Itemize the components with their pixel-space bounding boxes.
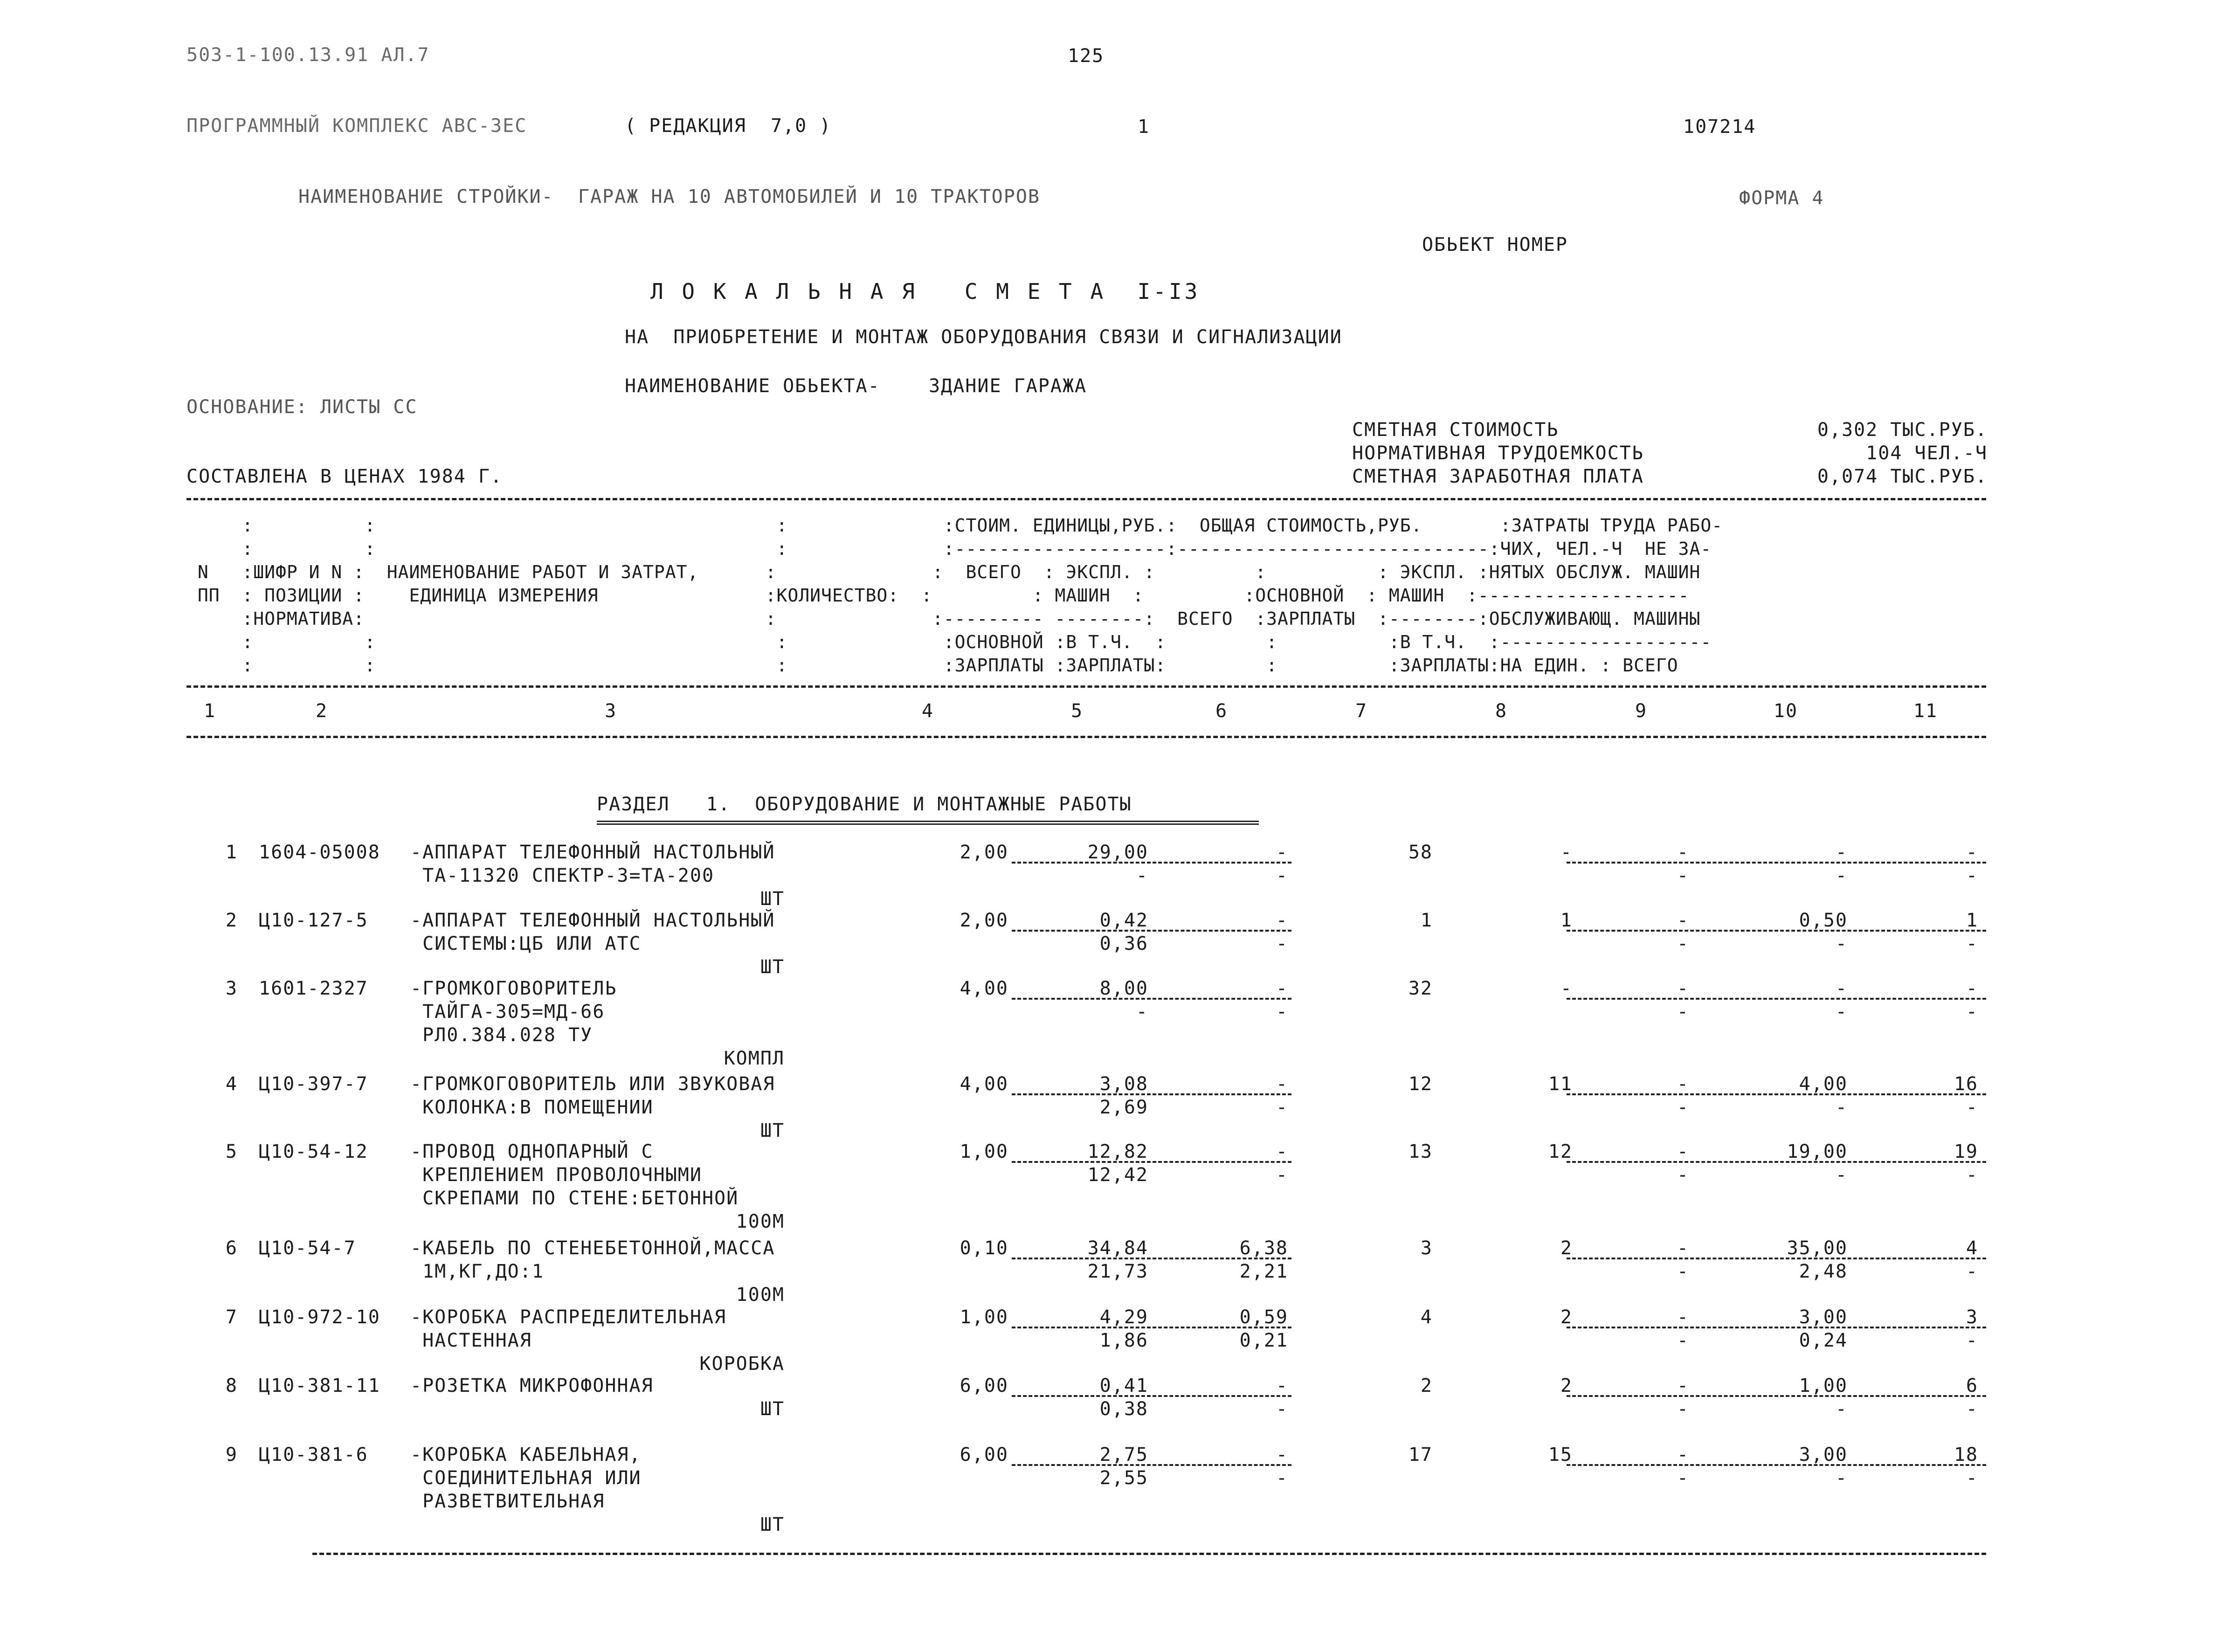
row-quantity: 2,00 [960, 910, 1008, 931]
row-wage: 12 [1548, 1141, 1573, 1162]
row-name-line: РЛ0.384.028 ТУ [410, 1024, 593, 1046]
column-number: 7 [1355, 700, 1368, 722]
row-labor-total-service: - [1966, 865, 1978, 886]
row-price-wage: 0,38 [1099, 1398, 1148, 1420]
summary-label-labor: НОРМАТИВНАЯ ТРУДОЕМКОСТЬ [1352, 442, 1644, 464]
row-price-machine-wage: 2,21 [1239, 1261, 1288, 1282]
row-total: 2 [1420, 1375, 1433, 1396]
row-price-machine-wage: - [1276, 1001, 1288, 1023]
object-name: НАИМЕНОВАНИЕ ОБЬЕКТА- ЗДАНИЕ ГАРАЖА [625, 375, 1087, 397]
row-name-line: СКРЕПАМИ ПО СТЕНЕ:БЕТОННОЙ [410, 1188, 739, 1209]
document-title: Л О К А Л Ь Н А Я С М Е Т А I-I3 [650, 279, 1201, 304]
row-separator [1567, 1395, 1986, 1397]
edition: ( РЕДАКЦИЯ 7,0 ) [625, 115, 832, 137]
header-bottom-rule [186, 736, 1986, 738]
row-machine-wage: - [1677, 1097, 1689, 1118]
row-labor-total: - [1966, 842, 1978, 863]
row-name-line: -РОЗЕТКА МИКРОФОННАЯ [410, 1375, 654, 1396]
header-line: :НОРМАТИВА: : :--------- --------: ВСЕГО :ЗАРПЛАТЫ :--------:ОБСЛУЖИВАЮЩ. МАШИНЫ [186, 608, 1701, 629]
row-separator [1012, 1395, 1291, 1397]
row-name-line: 1М,КГ,ДО:1 [410, 1261, 544, 1282]
header-line: : : : :ОСНОВНОЙ :В Т.Ч. : : :В Т.Ч. :------------------- [186, 632, 1712, 652]
row-price-total: 3,08 [1099, 1073, 1148, 1095]
row-price-machines: - [1276, 1073, 1288, 1095]
column-number: 5 [1070, 700, 1084, 722]
row-price-machines: - [1276, 978, 1288, 999]
row-total: 1 [1420, 910, 1433, 931]
row-labor-total: 3 [1966, 1306, 1978, 1328]
page-number: 125 [1068, 45, 1105, 67]
row-separator [1012, 1093, 1291, 1095]
row-quantity: 1,00 [960, 1306, 1008, 1328]
row-price-wage: 21,73 [1087, 1261, 1148, 1282]
header-top-rule [186, 498, 1986, 500]
row-wage: - [1560, 842, 1573, 863]
row-labor-unit: 0,50 [1799, 910, 1848, 931]
construction-name: НАИМЕНОВАНИЕ СТРОЙКИ- ГАРАЖ НА 10 АВТОМОБИЛЕЙ И 10 ТРАКТОРОВ [298, 186, 1041, 207]
header-mid-rule [186, 685, 1986, 688]
row-labor-total-service: - [1966, 1398, 1978, 1420]
row-name-line: -КОРОБКА РАСПРЕДЕЛИТЕЛЬНАЯ [410, 1306, 727, 1328]
row-separator [1012, 1258, 1291, 1259]
row-labor-unit-service: 2,48 [1799, 1261, 1848, 1282]
sheet-number: 1 [1138, 116, 1150, 138]
row-price-total: 12,82 [1087, 1141, 1148, 1162]
row-unit: ШТ [760, 1120, 785, 1141]
row-total: 3 [1420, 1237, 1433, 1259]
section-underline [597, 821, 1259, 825]
row-labor-unit-service: - [1835, 1001, 1848, 1023]
row-price-machines: - [1276, 1444, 1288, 1465]
row-machines: - [1677, 842, 1689, 863]
row-price-total: 0,41 [1099, 1375, 1148, 1396]
row-machine-wage: - [1677, 1398, 1689, 1420]
row-price-wage: 2,69 [1099, 1097, 1148, 1118]
row-number: 5 [225, 1141, 238, 1162]
row-labor-total-service: - [1966, 1467, 1978, 1489]
row-code: Ц10-972-10 [259, 1306, 380, 1328]
row-machines: - [1677, 1444, 1689, 1465]
column-number: 8 [1495, 700, 1508, 722]
row-machines: - [1677, 910, 1689, 931]
row-name-line: СОЕДИНИТЕЛЬНАЯ ИЛИ [410, 1467, 642, 1489]
row-machine-wage: - [1677, 1164, 1689, 1186]
program-name: ПРОГРАММНЫЙ КОМПЛЕКС АВС-3ЕС [186, 115, 527, 137]
row-machines: - [1677, 1237, 1689, 1259]
row-separator [1567, 1464, 1986, 1466]
row-unit: 100М [736, 1211, 785, 1232]
row-labor-total-service: - [1966, 1330, 1978, 1351]
table-bottom-rule [312, 1553, 1986, 1555]
row-price-total: 29,00 [1087, 842, 1148, 863]
row-name-line: -АППАРАТ ТЕЛЕФОННЫЙ НАСТОЛЬНЫЙ [410, 910, 775, 931]
row-machine-wage: - [1677, 1330, 1689, 1351]
row-labor-total: 16 [1954, 1073, 1978, 1095]
row-labor-unit: 3,00 [1799, 1444, 1848, 1465]
row-labor-unit: 1,00 [1799, 1375, 1848, 1396]
row-quantity: 1,00 [960, 1141, 1008, 1162]
row-labor-total-service: - [1966, 1097, 1978, 1118]
row-unit: ШТ [760, 1514, 785, 1535]
row-machine-wage: - [1677, 1467, 1689, 1489]
summary-label-wages: СМЕТНАЯ ЗАРАБОТНАЯ ПЛАТА [1352, 466, 1644, 487]
summary-value-wages: 0,074 ТЫС.РУБ. [1817, 466, 1988, 487]
row-quantity: 0,10 [960, 1237, 1008, 1259]
row-wage: - [1560, 978, 1573, 999]
row-price-wage: 12,42 [1087, 1164, 1148, 1186]
row-quantity: 6,00 [960, 1375, 1008, 1396]
row-number: 2 [225, 910, 238, 931]
document-subtitle: НА ПРИОБРЕТЕНИЕ И МОНТАЖ ОБОРУДОВАНИЯ СВЯЗИ И СИГНАЛИЗАЦИИ [625, 326, 1342, 348]
row-name-line: -КАБЕЛЬ ПО СТЕНЕБЕТОННОЙ,МАССА [410, 1237, 775, 1259]
row-unit: ШТ [760, 956, 785, 978]
row-wage: 2 [1560, 1237, 1573, 1259]
row-machines: - [1677, 1141, 1689, 1162]
row-machines: - [1677, 1073, 1689, 1095]
row-number: 7 [225, 1306, 238, 1328]
row-price-wage: 1,86 [1099, 1330, 1148, 1351]
row-machine-wage: - [1677, 1261, 1689, 1282]
row-price-machine-wage: 0,21 [1239, 1330, 1288, 1351]
row-labor-total-service: - [1966, 1001, 1978, 1023]
row-price-machines: - [1276, 1141, 1288, 1162]
row-unit: КОРОБКА [699, 1353, 785, 1375]
row-code: 1601-2327 [259, 978, 368, 999]
row-separator [1567, 1258, 1986, 1259]
row-code: Ц10-54-7 [259, 1237, 356, 1259]
row-separator [1012, 1161, 1291, 1163]
row-separator [1012, 1327, 1291, 1328]
column-number: 1 [203, 700, 216, 722]
row-labor-total: 6 [1966, 1375, 1978, 1396]
row-labor-total: 18 [1954, 1444, 1978, 1465]
row-labor-unit-service: - [1835, 1164, 1848, 1186]
column-number: 3 [604, 700, 617, 722]
row-labor-total-service: - [1966, 1164, 1978, 1186]
row-price-total: 2,75 [1099, 1444, 1148, 1465]
row-separator [1012, 998, 1291, 1000]
row-number: 1 [225, 842, 238, 863]
column-number: 10 [1773, 700, 1798, 722]
row-labor-unit: 19,00 [1787, 1141, 1848, 1162]
column-number: 11 [1913, 700, 1938, 722]
row-quantity: 4,00 [960, 1073, 1008, 1095]
row-price-machine-wage: - [1276, 1164, 1288, 1186]
document-number: 107214 [1683, 116, 1756, 138]
row-name-line: -ПРОВОД ОДНОПАРНЫЙ С [410, 1141, 654, 1162]
row-code: Ц10-381-6 [259, 1444, 368, 1465]
row-price-wage: 2,55 [1099, 1467, 1148, 1489]
summary-value-cost: 0,302 ТЫС.РУБ. [1817, 419, 1988, 441]
row-separator [1012, 930, 1291, 932]
header-line: : : : :-------------------:----------------------------:ЧИХ, ЧЕЛ.-Ч НЕ ЗА- [186, 539, 1712, 559]
row-price-machine-wage: - [1276, 1398, 1288, 1420]
row-price-machines: - [1276, 910, 1288, 931]
row-number: 9 [225, 1444, 238, 1465]
row-price-machine-wage: - [1276, 933, 1288, 954]
row-price-total: 4,29 [1099, 1306, 1148, 1328]
prices-basis: СОСТАВЛЕНА В ЦЕНАХ 1984 Г. [186, 466, 503, 487]
basis: ОСНОВАНИЕ: ЛИСТЫ СС [186, 396, 418, 418]
row-name-line: -ГРОМКОГОВОРИТЕЛЬ ИЛИ ЗВУКОВАЯ [410, 1073, 775, 1095]
row-labor-unit-service: 0,24 [1799, 1330, 1848, 1351]
row-wage: 11 [1548, 1073, 1573, 1095]
row-labor-total: - [1966, 978, 1978, 999]
row-separator [1012, 1464, 1291, 1466]
row-labor-unit: - [1835, 842, 1848, 863]
row-price-machine-wage: - [1276, 1467, 1288, 1489]
object-number: ОБЬЕКТ НОМЕР [1422, 234, 1568, 256]
row-number: 6 [225, 1237, 238, 1259]
row-name-line: -ГРОМКОГОВОРИТЕЛЬ [410, 978, 617, 999]
row-name-line: СИСТЕМЫ:ЦБ ИЛИ АТС [410, 933, 642, 954]
row-labor-total-service: - [1966, 1261, 1978, 1282]
row-unit: ШТ [760, 888, 785, 910]
row-labor-total: 4 [1966, 1237, 1978, 1259]
summary-value-labor: 104 ЧЕЛ.-Ч [1866, 442, 1988, 464]
row-price-total: 34,84 [1087, 1237, 1148, 1259]
section-title: РАЗДЕЛ 1. ОБОРУДОВАНИЕ И МОНТАЖНЫЕ РАБОТЫ [597, 794, 1132, 815]
row-labor-unit: 3,00 [1799, 1306, 1848, 1328]
row-wage: 1 [1560, 910, 1573, 931]
row-unit: КОМПЛ [724, 1048, 785, 1069]
row-machine-wage: - [1677, 865, 1689, 886]
summary-label-cost: СМЕТНАЯ СТОИМОСТЬ [1352, 419, 1559, 441]
row-price-machines: 6,38 [1239, 1237, 1288, 1259]
row-separator [1567, 930, 1986, 932]
row-name-line: -КОРОБКА КАБЕЛЬНАЯ, [410, 1444, 642, 1465]
row-labor-total: 19 [1954, 1141, 1978, 1162]
row-code: Ц10-127-5 [259, 910, 368, 931]
row-machine-wage: - [1677, 933, 1689, 954]
row-labor-total: 1 [1966, 910, 1978, 931]
row-price-wage: - [1136, 1001, 1148, 1023]
column-number: 2 [315, 700, 328, 722]
row-code: Ц10-54-12 [259, 1141, 368, 1162]
row-wage: 15 [1548, 1444, 1573, 1465]
row-total: 58 [1408, 842, 1433, 863]
row-machine-wage: - [1677, 1001, 1689, 1023]
row-labor-total-service: - [1966, 933, 1978, 954]
row-machines: - [1677, 1306, 1689, 1328]
row-separator [1567, 998, 1986, 1000]
row-machines: - [1677, 978, 1689, 999]
row-name-line: КОЛОНКА:В ПОМЕЩЕНИИ [410, 1097, 654, 1118]
row-separator [1567, 1161, 1986, 1163]
header-line: : : : :ЗАРПЛАТЫ :ЗАРПЛАТЫ: : :ЗАРПЛАТЫ:НА ЕДИН. : ВСЕГО [186, 655, 1678, 676]
row-price-total: 0,42 [1099, 910, 1148, 931]
row-number: 8 [225, 1375, 238, 1396]
row-unit: 100М [736, 1284, 785, 1306]
column-number: 6 [1215, 700, 1228, 722]
row-price-machines: - [1276, 842, 1288, 863]
row-separator [1567, 1327, 1986, 1328]
row-number: 4 [225, 1073, 238, 1095]
row-price-total: 8,00 [1099, 978, 1148, 999]
row-labor-unit-service: - [1835, 933, 1848, 954]
row-labor-unit-service: - [1835, 1398, 1848, 1420]
column-number: 4 [921, 700, 934, 722]
header-line: ПП : ПОЗИЦИИ : ЕДИНИЦА ИЗМЕРЕНИЯ :КОЛИЧЕСТВО: : : МАШИН : :ОСНОВНОЙ : МАШИН :------------------- [186, 585, 1690, 606]
row-number: 3 [225, 978, 238, 999]
row-name-line: КРЕПЛЕНИЕМ ПРОВОЛОЧНЫМИ [410, 1164, 702, 1186]
form-label: ФОРМА 4 [1739, 187, 1824, 209]
row-name-line: НАСТЕННАЯ [410, 1330, 532, 1351]
row-code: Ц10-381-11 [259, 1375, 380, 1396]
row-name-line: ТАЙГА-305=МД-66 [410, 1001, 605, 1023]
row-total: 32 [1408, 978, 1433, 999]
row-labor-unit-service: - [1835, 865, 1848, 886]
row-price-machine-wage: - [1276, 1097, 1288, 1118]
row-total: 13 [1408, 1141, 1433, 1162]
row-quantity: 2,00 [960, 842, 1008, 863]
header-line: : : : :СТОИМ. ЕДИНИЦЫ,РУБ.: ОБЩАЯ СТОИМОСТЬ,РУБ. :ЗАТРАТЫ ТРУДА РАБО- [186, 515, 1723, 536]
row-labor-unit: 35,00 [1787, 1237, 1848, 1259]
row-price-machine-wage: - [1276, 865, 1288, 886]
row-quantity: 6,00 [960, 1444, 1008, 1465]
row-separator [1567, 862, 1986, 864]
column-number: 9 [1635, 700, 1648, 722]
row-code: Ц10-397-7 [259, 1073, 368, 1095]
document-code: 503-1-100.13.91 АЛ.7 [186, 44, 430, 66]
header-line: N :ШИФР И N : НАИМЕНОВАНИЕ РАБОТ И ЗАТРАТ, : : ВСЕГО : ЭКСПЛ. : : : ЭКСПЛ. :НЯТЫХ ОБСЛУЖ. МАШИН [186, 562, 1701, 582]
row-unit: ШТ [760, 1398, 785, 1420]
row-labor-unit: - [1835, 978, 1848, 999]
row-total: 4 [1420, 1306, 1433, 1328]
row-price-wage: - [1136, 865, 1148, 886]
row-labor-unit-service: - [1835, 1467, 1848, 1489]
row-labor-unit: 4,00 [1799, 1073, 1848, 1095]
row-price-machines: - [1276, 1375, 1288, 1396]
row-code: 1604-05008 [259, 842, 380, 863]
row-quantity: 4,00 [960, 978, 1008, 999]
row-total: 17 [1408, 1444, 1433, 1465]
row-name-line: ТА-11320 СПЕКТР-3=ТА-200 [410, 865, 715, 886]
row-machines: - [1677, 1375, 1689, 1396]
row-total: 12 [1408, 1073, 1433, 1095]
row-separator [1012, 862, 1291, 864]
row-name-line: -АППАРАТ ТЕЛЕФОННЫЙ НАСТОЛЬНЫЙ [410, 842, 775, 863]
row-wage: 2 [1560, 1306, 1573, 1328]
row-wage: 2 [1560, 1375, 1573, 1396]
row-price-wage: 0,36 [1099, 933, 1148, 954]
row-price-machines: 0,59 [1239, 1306, 1288, 1328]
row-separator [1567, 1093, 1986, 1095]
row-labor-unit-service: - [1835, 1097, 1848, 1118]
row-name-line: РАЗВЕТВИТЕЛЬНАЯ [410, 1491, 605, 1512]
